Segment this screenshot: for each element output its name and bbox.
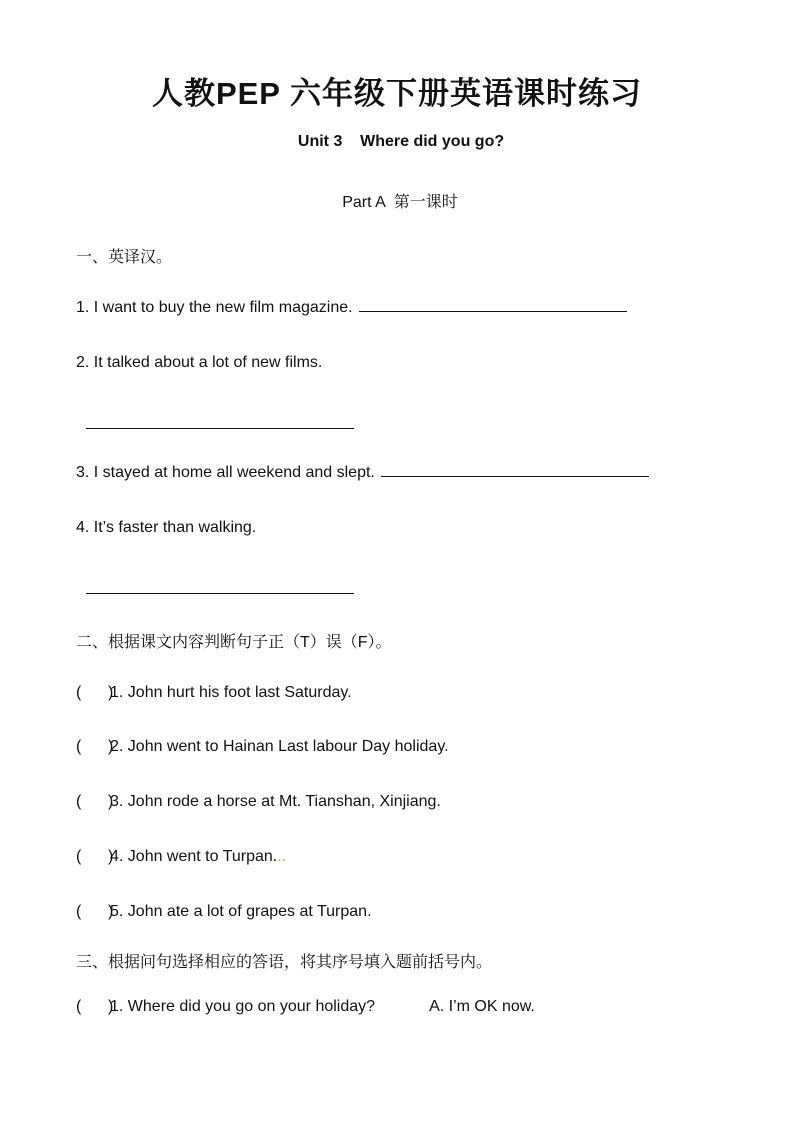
section-2-heading: 二、根据课文内容判断句子正（T）误（F）。 — [76, 634, 392, 651]
judge-item-4 — [76, 848, 286, 866]
section-1-heading: 一、英译汉。 — [76, 249, 173, 266]
answer-blank-3[interactable] — [381, 476, 649, 477]
judge-item-2-text: 2. John went to Hainan Last labour Day holiday. — [110, 738, 449, 755]
translate-item-4 — [76, 519, 256, 537]
translate-item-4-text: 4. It’s faster than walking. — [76, 519, 257, 536]
judge-item-3 — [76, 793, 441, 811]
match-item-1 — [76, 998, 535, 1016]
match-option-a: A. I’m OK now. — [429, 998, 535, 1015]
match-item-1-question: 1. Where did you go on your holiday? — [110, 998, 376, 1015]
translate-item-3-text: 3. I stayed at home all weekend and slept. — [76, 464, 375, 481]
translate-item-2 — [76, 354, 322, 372]
section-3-heading: 三、根据问句选择相应的答语，将其序号填入题前括号内。 — [76, 954, 493, 971]
translate-item-3 — [76, 464, 649, 482]
unit-subtitle: Unit 3 Where did you go? — [297, 133, 505, 150]
judge-item-2 — [76, 738, 449, 756]
answer-paren[interactable]: ( ) — [76, 793, 114, 810]
stray-mark: .. — [277, 848, 287, 865]
judge-item-5-text: 5. John ate a lot of grapes at Turpan. — [110, 903, 372, 920]
translate-item-1-text: 1. I want to buy the new film magazine. — [76, 299, 353, 316]
answer-paren[interactable]: ( ) — [76, 903, 114, 920]
answer-paren[interactable]: ( ) — [76, 684, 114, 701]
page-title: 人教PEP 六年级下册英语课时练习 — [151, 76, 643, 111]
part-label: Part A 第一课时 — [342, 194, 458, 211]
judge-item-3-text: 3. John rode a horse at Mt. Tianshan, Xinjiang. — [110, 793, 441, 810]
answer-blank-4[interactable] — [86, 593, 354, 594]
answer-paren[interactable]: ( ) — [76, 998, 114, 1015]
answer-blank-2[interactable] — [86, 428, 354, 429]
translate-item-1 — [76, 299, 627, 317]
answer-paren[interactable]: ( ) — [76, 848, 114, 865]
answer-paren[interactable]: ( ) — [76, 738, 114, 755]
translate-item-2-text: 2. It talked about a lot of new films. — [76, 354, 323, 371]
judge-item-1-text: 1. John hurt his foot last Saturday. — [110, 684, 352, 701]
answer-blank-1[interactable] — [359, 311, 627, 312]
judge-item-5 — [76, 903, 372, 921]
judge-item-4-text: 4. John went to Turpan. — [110, 848, 278, 865]
judge-item-1 — [76, 684, 352, 702]
